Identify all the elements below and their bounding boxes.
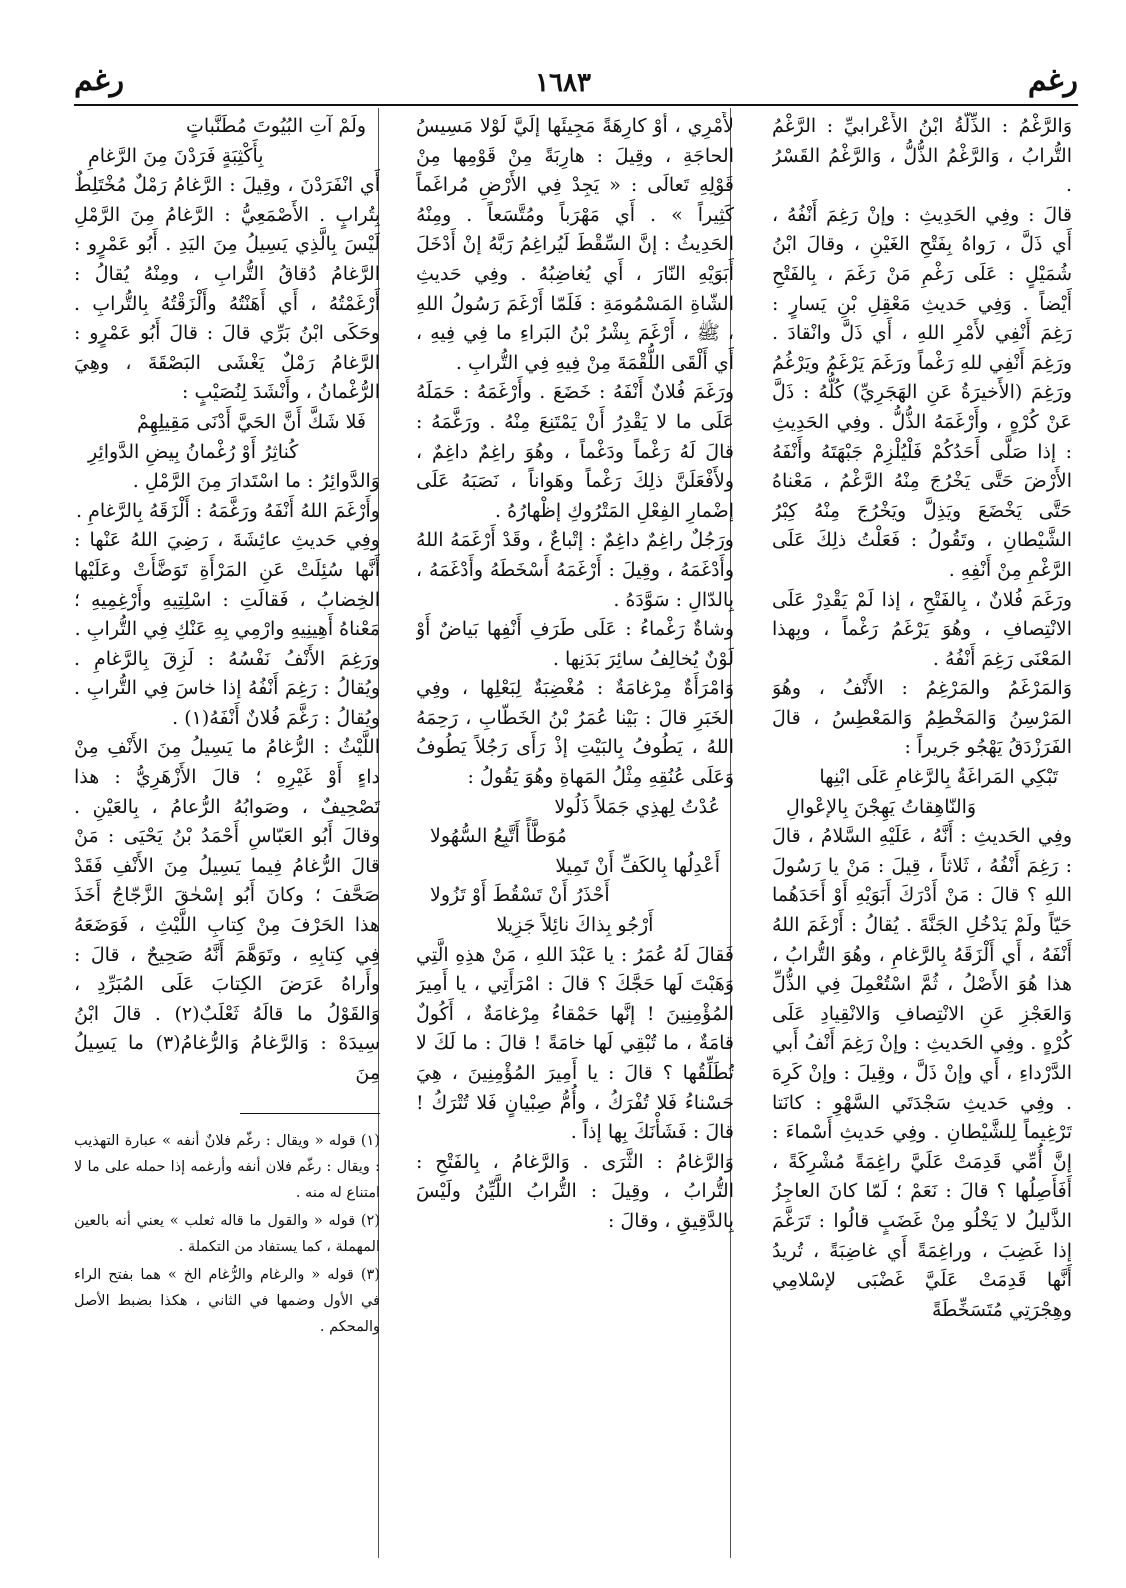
paragraph: وَالمَرْغَمُ والمَرْغِمُ : الأَنْفُ ، وهُوَ المَرْسِنُ وَالمَخْطِمُ وَالمَعْطِسُ ، قالَ الفَرَزْدَقُ يَهْجُو جَريراً : [772, 677, 1072, 759]
paragraph: وفِي حَديثِ عائِشَةَ ، رَضِيَ اللهُ عَنْها : أَنَّها سُئِلَتْ عَنِ المَرْأَةِ تَوَضَّأَتْ وعَلَيْها الخِضابُ ، فَقالَتِ : اسْلِتِيهِ وأَرْغِمِيهِ ؛ مَعْناهُ أَهِينِيهِ وارْمِي بِهِ عَنْكِ فِي التُّرابِ . [74, 529, 380, 641]
paragraph: لأَمْرِي ، أَوْ كارِهَةً مَجِيئَها إلَيَّ لَوْلا مَسِيسُ الحاجَةِ ، وقِيلَ : هارِبَةً مِنْ قَوْمِها مِنْ قَوْلِهِ تَعالَى : « يَجِدْ فِي الأَرْضِ مُراغَماً كَثِيراً » . أَي مَهْرَباً ومُتَّسَعاً . ومِنْهُ الحَدِيثُ : إنَّ السِّقْطَ لَيُراغِمُ رَبَّهُ إنْ أَدْخَلَ أَبَوَيْهِ النّارَ ، أَي يُغاضِبُهُ . وفِي حَديثِ الشّاةِ المَسْمُومَةِ : فَلَمّا أَرْغَمَ رَسُولُ اللهِ ، ﷺ ، أَرْغَمَ بِشْرُ بْنُ البَراءِ ما فِي فِيهِ ، أَي أَلْقَى اللُّقْمَةَ مِنْ فِيهِ فِي التُّرابِ . [416, 115, 734, 374]
paragraph: وَالرَّغْمُ : الذِّلَّةُ ابْنُ الأَعْرابيِّ : الرَّغْمُ التُّرابُ ، وَالرَّغْمُ الذُّلُّ ، وَالرَّغْمُ القَسْرُ . [772, 115, 1072, 197]
verse-hemistich: فَلا شَكَّ أَنَّ الحَيَّ أَدْنَى مَقِيلِهِمْ [136, 410, 366, 433]
header-left-keyword: رغم [74, 63, 125, 98]
poetry-verse [416, 793, 734, 852]
verse-hemistich: أَحْذَرُ أَنْ تَسْقُطَ أَوْ تَزُولا [430, 884, 610, 907]
header-right-keyword: رغم [1027, 63, 1078, 98]
poetry-verse [772, 763, 1072, 822]
paragraph: وأَرْغَمَ اللهُ أَنْفَهُ ورَغَّمَهُ : أَلْزَقَهُ بِالرَّغامِ . [76, 499, 380, 522]
verse-hemistich: كُناثِرُ أَوْ رُغْمانُ بِيضِ الدَّوائِرِ [88, 440, 299, 463]
poetry-verse [416, 852, 734, 911]
paragraph: ورَجُلٌ راغِمٌ داغِمٌ : إتْباعٌ ، وقَدْ أَرْغَمَهُ اللهُ وأَدْغَمَهُ ، وقِيلَ : أَرْغَمَهُ أَسْخَطَهُ وأَدْغَمَهُ ، بِالدّالِ : سَوَّدَهُ . [416, 529, 734, 611]
paragraph: وشاةٌ رَغْماءُ : عَلَى طَرَفِ أَنْفِها بَياضٌ أَوْ لَوْنٌ يُخالِفُ سائِرَ بَدَنِها . [416, 618, 734, 670]
verse-hemistich: تَبْكِي المَراغَةُ بِالرَّغامِ عَلَى ابْنِها [819, 766, 1058, 789]
verse-hemistich: وَالنّاهِقاتُ يَهِجْنَ بِالإعْوالِ [786, 795, 977, 818]
footnotes [74, 1128, 380, 1340]
page-number: ١٦٨٣ [535, 68, 591, 98]
paragraph: أَي انْفَرَدْنَ ، وقِيلَ : الرَّغامُ رَمْلٌ مُخْتَلِطٌ بِتُرابٍ . الأَصْمَعِيُّ : الرَّغامُ مِنَ الرَّمْلِ لَيْسَ بِالَّذِي يَسِيلُ مِنَ اليَدِ . أَبُو عَمْرٍو : الرَّغامُ دُقاقُ التُّرابِ ، ومِنْهُ يُقالُ : أَرْغَمْتُهُ ، أَي أَهَنْتُهُ وأَلْزَقْتُهُ بِالتُّرابِ . وحَكَى ابْنُ بَرِّي قالَ : قالَ أَبُو عَمْرٍو : الرَّغامُ رَمْلٌ يَغْشَى البَصْقَةَ ، وهِيَ الرُّغْمانُ ، وأَنْشَدَ لِنُصَيْبٍ : [74, 174, 380, 404]
paragraph: ورَغَمَ فُلانٌ أَنْفَهُ : خَضَعَ . وأَرْغَمَهُ : حَمَلَهُ عَلَى ما لا يَقْدِرُ أَنْ يَمْتَنِعَ مِنْهُ . ورَغَّمَهُ : قالَ لَهُ رَغْماً ودَغْماً ، وهُوَ راغِمٌ داغِمٌ ، ولأَفْعَلَنَّ ذلِكَ رَغْماً وهَواناً ، نَصَبَهُ عَلَى إضْمارِ الفِعْلِ المَتْرُوكِ إظْهارُهُ . [416, 381, 734, 522]
footnote: (٣) قوله « والرغام والرُّغام الخ » هما بفتح الراء في الأول وضمها في الثاني ، هكذا بضبط الأصل والمحكم . [74, 1266, 380, 1335]
footnote-rule [240, 1113, 380, 1114]
poetry-verse [74, 112, 380, 171]
footnote: (١) قوله « ويقال : رغّم فلانٌ أنفه » عبارة التهذيب : ويقال : رغّم فلان أنفه وأرغمه إذا حمله على ما لا امتناع له منه . [74, 1132, 380, 1201]
paragraph: وفِي الحَديثِ : أَنَّهُ ، عَلَيْهِ السَّلامُ ، قالَ : رَغِمَ أَنْفُهُ ، ثَلاثاً ، قِيلَ : مَنْ يا رَسُولَ اللهِ ؟ قالَ : مَنْ أَدْرَكَ أَبَوَيْهِ أَوْ أَحَدَهُما حَيّاً ولَمْ يَدْخُلِ الجَنَّةَ . يُقالُ : أَرْغَمَ اللهُ أَنْفَهُ ، أَي أَلْزَقَهُ بِالرَّغامِ ، وهُوَ التُّرابُ ، هذا هُوَ الأَصْلُ ، ثُمَّ اسْتُعْمِلَ فِي الذُّلِّ وَالعَجْزِ عَنِ الانْتِصافِ وَالانْقِيادِ عَلَى كُرْهٍ . وفِي الحَديثِ : وإنْ رَغِمَ أَنْفُ أَبي الدَّرْداءِ ، أَي وإنْ ذَلَّ ، وقِيلَ : وإنْ كَرِهَ . وفِي حَديثِ سَجْدَتَي السَّهْوِ : كانَتا تَرْغِيماً لِلشَّيْطانِ . وفِي حَديثِ أَسْماءَ : إنَّ أُمِّي قَدِمَتْ عَلَيَّ راغِمَةً مُشْرِكَةً ، أَفَأَصِلُها ؟ قالَ : نَعَمْ ؛ لَمّا كانَ العاجِزُ الذَّليلُ لا يَخْلُو مِنْ غَضَبٍ قالُوا : تَرَغَّمَ إذا غَضِبَ ، وراغِمَةً أَي غاضِبَةً ، تُريدُ أَنَّها قَدِمَتْ عَلَيَّ غَضْبَى لإسْلامِي وهِجْرَتِي مُتَسَخِّطَةً [772, 825, 1072, 1321]
paragraph: ورَغِمَ الأَنْفُ نَفْسُهُ : لَزِقَ بِالرَّغامِ . ويُقالُ : رَغِمَ أَنْفُهُ إذا خاسَ فِي التُّرابِ . ويُقالُ : رَغَّمَ فُلانٌ أَنْفَهُ(١) . [74, 647, 380, 729]
verse-hemistich: أَعْدِلُها بِالكَفِّ أَنْ تَمِيلا [555, 854, 720, 877]
poetry-verse [74, 408, 380, 467]
verse-hemistich: عُدْتُ لِهذِي جَمَلاً ذَلُولا [554, 795, 720, 818]
paragraph: قالَ : وفِي الحَدِيثِ : وإنْ رَغِمَ أَنْفُهُ ، أَي ذَلَّ ، رَواهُ بِفَتْحِ الغَيْنِ ، وقالَ ابْنُ شُمَيْلٍ : عَلَى رَغْمِ مَنْ رَغَمَ ، بِالفَتْحِ أَيْضاً . وَفِي حَديثِ مَعْقِلِ بْنِ يَسارٍ : رَغِمَ أَنْفِي لأَمْرِ اللهِ ، أَي ذَلَّ وانْقادَ . ورَغِمَ أَنْفِي للهِ رَغْماً ورَغَمَ يَرْغَمُ ويَرْغُمُ ورَغِمَ (الأَخيرَةُ عَنِ الهَجَرِيِّ) كُلُّهُ : ذَلَّ عَنْ كُرْهٍ ، وأَرْغَمَهُ الذُّلُّ . وفِي الحَدِيثِ : إذا صَلَّى أَحَدُكُمْ فَلْيُلْزِمْ جَبْهَتَهُ وأَنْفَهُ الأَرْضَ حَتَّى يَخْرُجَ مِنْهُ الرَّغْمُ ، مَعْناهُ حَتَّى يَخْضَعَ ويَذِلَّ ويَخْرُجَ مِنْهُ كِبْرُ الشَّيْطانِ ، وتَقُولُ : فَعَلْتُ ذلِكَ عَلَى الرَّغْمِ مِنْ أَنْفِهِ . [772, 203, 1072, 581]
column-left [74, 112, 380, 1570]
paragraph: وَالدَّوائِرُ : ما اسْتَدارَ مِنَ الرَّمْلِ . [132, 470, 380, 493]
paragraph: اللَّيْثُ : الرُّغامُ ما يَسِيلُ مِنَ الأَنْفِ مِنْ داءٍ أَوْ غَيْرِهِ ؛ قالَ الأَزْهَرِيُّ : هذا تَصْحِيفٌ ، وصَوابُهُ الرُّعامُ ، بِالعَيْنِ . وقالَ أَبُو العَبّاسِ أَحْمَدُ بْنُ يَحْيَى : مَنْ قالَ الرُّغامُ فِيما يَسِيلُ مِنَ الأَنْفِ فَقَدْ صَحَّفَ ؛ وكانَ أَبُو إسْحٰقَ الزَّجّاجُ أَخَذَ هذا الحَرْفَ مِنْ كِتابِ اللَّيْثِ ، فَوَضَعَهُ فِي كِتابِهِ ، وتَوَهَّمَ أَنَّهُ صَحِيحٌ ، قالَ : وأَراهُ عَرَضَ الكِتابَ عَلَى المُبَرِّدِ ، وَالقَوْلُ ما قالَهُ ثَعْلَبٌ(٢) . قالَ ابْنُ سِيدَهْ : وَالرَّغامُ وَالرُّغامُ(٣) ما يَسِيلُ مِنَ [74, 736, 380, 1084]
header-rule [74, 104, 1078, 106]
verse-hemistich: ولَمْ آتِ البُيُوتَ مُطَنَّباتٍ [185, 115, 366, 137]
footnote: (٢) قوله « والقول ما قاله ثعلب » يعني أنه بالعين المهملة ، كما يستفاد من التكملة . [74, 1212, 380, 1255]
column-right [772, 112, 1072, 1570]
verse-hemistich: بِأَكْثِبَةٍ فَرَدْنَ مِنَ الرَّغامِ [88, 144, 264, 167]
poetry-verse-single: أَرْجُو بِذاكَ نائِلاً جَزِيلا [496, 914, 654, 937]
column-middle [416, 112, 734, 1570]
paragraph: ورَغَمَ فُلانٌ ، بِالفَتْحِ ، إذا لَمْ يَقْدِرْ عَلَى الانْتِصافِ ، وهُوَ يَرْغَمُ رَغْماً ، وبِهذا المَعْنَى رَغِمَ أَنْفُهُ . [772, 588, 1072, 670]
paragraph: فَقالَ لَهُ عُمَرُ : يا عَبْدَ اللهِ ، مَنْ هذِهِ الَّتِي وَهَبْتَ لَها حَجَّكَ ؟ قالَ : امْرَأَتِي ، يا أَمِيرَ المُؤْمِنِينَ ! إنَّها حَمْقاءُ مِرْغامَةٌ ، أَكُولٌ قامَةٌ ، ما تُبْقِي لَها خامَةً ! قالَ : ما لَكَ لا تُطَلِّقُها ؟ قالَ : يا أَمِيرَ المُؤْمِنِينَ ، هِيَ حَسْناءُ فَلا تُفْرَكُ ، وأُمُّ صِبْيانٍ فَلا تُتْرَكُ ! قالَ : فَشَأْنَكَ بِها إذاً . [416, 943, 734, 1144]
paragraph: وَامْرَأَةٌ مِرْغامَةٌ : مُغْضِبَةٌ لِبَعْلِها ، وفِي الخَبَرِ قالَ : بَيْنا عُمَرُ بْنُ الخَطّابِ ، رَحِمَهُ اللهُ ، يَطُوفُ بِالبَيْتِ إذْ رَأَى رَجُلاً يَطُوفُ وَعَلَى عُنُقِهِ مِثْلُ المَهاةِ وهُوَ يَقُولُ : [416, 677, 734, 789]
paragraph: وَالرَّغامُ : الثَّرَى . وَالرَّغامُ ، بِالفَتْحِ : التُّرابُ ، وقِيلَ : التُّرابُ اللَّيِّنُ ولَيْسَ بِالدَّقِيقِ ، وقالَ : [416, 1150, 734, 1232]
verse-hemistich: مُوَطَّأً أَتَّبِعُ السُّهُولا [430, 825, 567, 848]
